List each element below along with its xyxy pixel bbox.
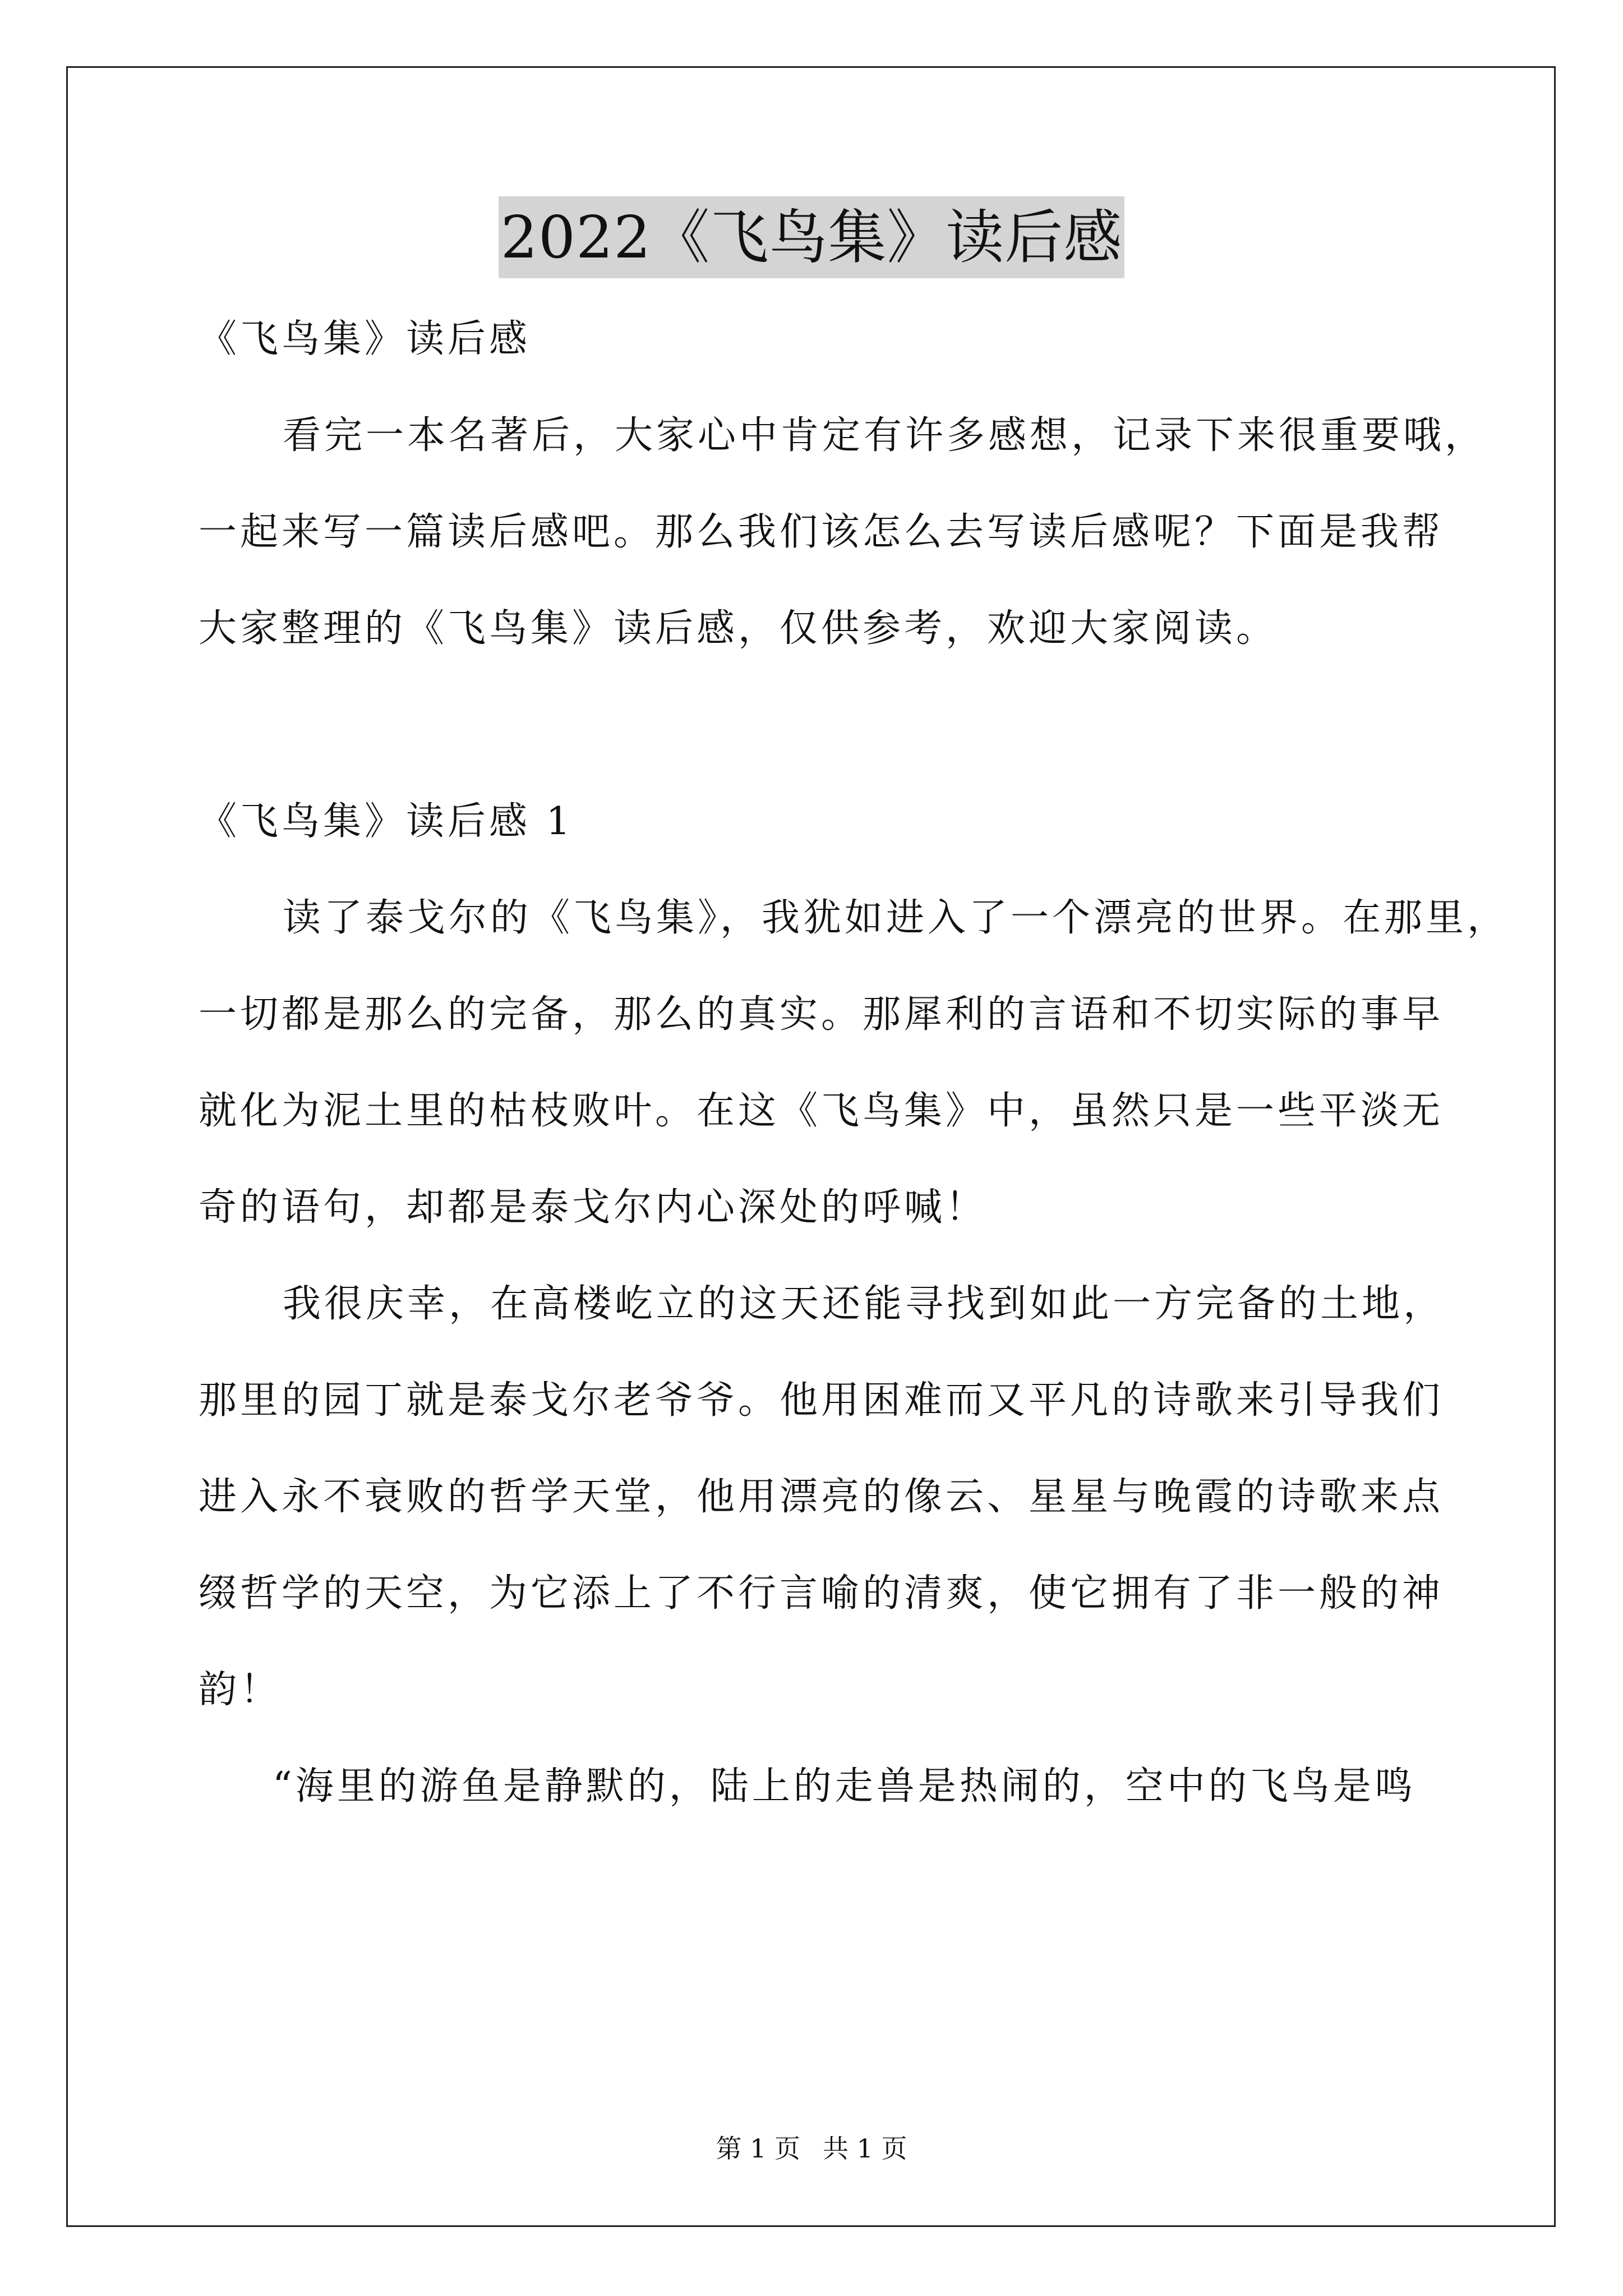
- section-heading: 《飞鸟集》读后感 1: [199, 799, 574, 844]
- paragraph-line: 进入永不衰败的哲学天堂，他用漂亮的像云、星星与晚霞的诗歌来点: [199, 1475, 1444, 1519]
- page-number: 第 1 页: [716, 2133, 800, 2164]
- paragraph-line: 那里的园丁就是泰戈尔老爷爷。他用困难而又平凡的诗歌来引导我们: [199, 1378, 1444, 1423]
- paragraph-line: “海里的游鱼是静默的，陆上的走兽是热闹的，空中的飞鸟是鸣: [273, 1764, 1416, 1809]
- page-total: 共 1 页: [823, 2133, 907, 2164]
- intro-heading: 《飞鸟集》读后感: [199, 317, 531, 361]
- paragraph-line: 就化为泥土里的枯枝败叶。在这《飞鸟集》中，虽然只是一些平淡无: [199, 1089, 1444, 1133]
- intro-line: 一起来写一篇读后感吧。那么我们该怎么去写读后感呢？下面是我帮: [199, 510, 1444, 554]
- blank-line: [199, 697, 1432, 794]
- page-footer: [0, 2132, 1623, 2165]
- document-title: 2022《飞鸟集》读后感: [499, 196, 1125, 278]
- title-area: [0, 196, 1623, 278]
- paragraph-line: 韵！: [199, 1668, 282, 1712]
- paragraph-line: 我很庆幸，在高楼屹立的这天还能寻找到如此一方完备的土地，: [283, 1282, 1445, 1326]
- paragraph-line: 缀哲学的天空，为它添上了不行言喻的清爽，使它拥有了非一般的神: [199, 1571, 1444, 1616]
- intro-line: 大家整理的《飞鸟集》读后感，仅供参考，欢迎大家阅读。: [199, 606, 1278, 651]
- paragraph-line: 一切都是那么的完备，那么的真实。那犀利的言语和不切实际的事早: [199, 992, 1444, 1037]
- paragraph-line: 读了泰戈尔的《飞鸟集》，我犹如进入了一个漂亮的世界。在那里，: [283, 896, 1509, 940]
- paragraph-line: 奇的语句，却都是泰戈尔内心深处的呼喊！: [199, 1185, 988, 1230]
- intro-line: 看完一本名著后，大家心中肯定有许多感想，记录下来很重要哦，: [283, 413, 1487, 458]
- document-body: [199, 311, 1509, 1855]
